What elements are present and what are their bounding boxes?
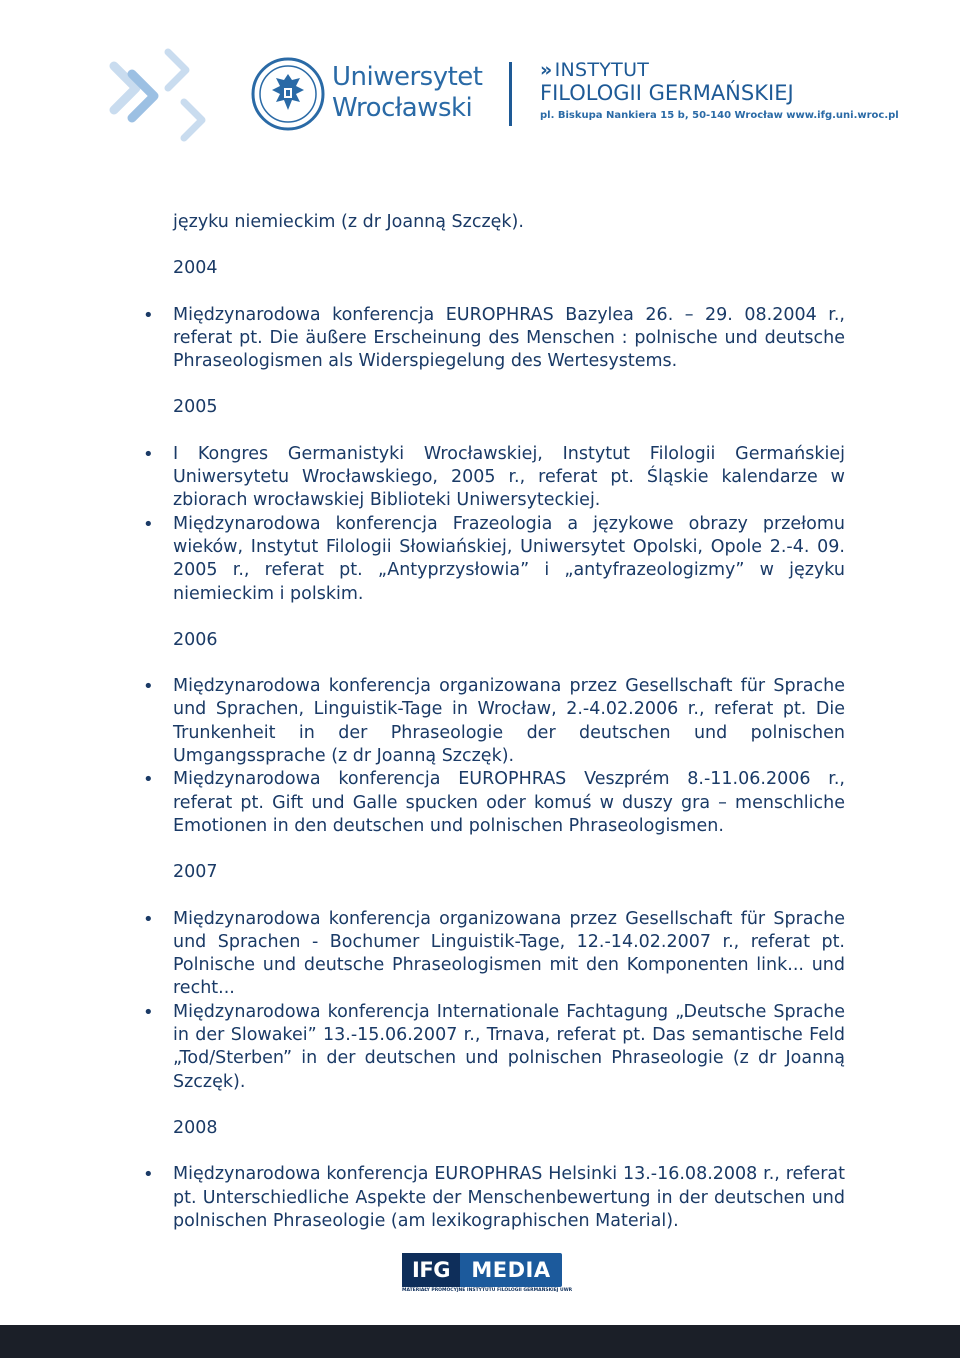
ifg-media-logo [402,1253,573,1293]
logo-tagline: MATERIAŁY PROMOCYJNE INSTYTUTU FILOLOGII GERMAŃSKIEJ UWR [402,1288,573,1293]
university-name-line2: Wrocławski [332,93,473,123]
header-divider [509,62,512,126]
chevrons-logo-icon [108,46,218,146]
year-heading: 2007 [173,862,218,883]
conference-list [173,675,845,838]
year-heading: 2008 [173,1117,218,1138]
list-item: • Międzynarodowa konferencja Internationale Fachtagung „Deutsche Sprache in der Slowakei” 13.-15.06.2007 r., Trnava, referat pt. Das semantische Feld „Tod/Sterben” in der deutschen und polnischen Phraseologie (z dr Joanną Szczęk). [173,1001,845,1094]
institute-name [540,59,899,121]
institute-name-line1: INSTYTUT [554,59,650,81]
list-item: • I Kongres Germanistyki Wrocławskiej, Instytut Filologii Germańskiej Uniwersytetu Wrocławskiego, 2005 r., referat pt. Śląskie kalendarze w zbiorach wrocławskiej Biblioteki Uniwersyteckiej. [173,443,845,513]
conference-list [173,908,845,1094]
year-heading: 2006 [173,629,218,650]
list-item: • Międzynarodowa konferencja organizowana przez Gesellschaft für Sprache und Sprachen - Bochumer Linguistik-Tage, 12.-14.02.2007 r., referat pt. Polnische und deutsche Phraseologismen mit den Komponenten link... und recht... [173,908,845,1001]
institute-address: pl. Biskupa Nankiera 15 b, 50-140 Wrocław www.ifg.uni.wroc.pl [540,110,899,121]
list-item: • Międzynarodowa konferencja EUROPHRAS Bazylea 26. – 29. 08.2004 r., referat pt. Die äußere Erscheinung des Menschen : polnische und deutsche Phraseologismen als Widerspiegelung des Wertesystems. [173,304,845,374]
page-header [0,0,960,160]
institute-arrows: » [540,59,553,81]
university-name [332,62,502,124]
footer-bar [0,1325,960,1358]
conference-list [173,304,845,374]
university-name-line1: Uniwersytet [332,62,483,92]
university-seal-icon [250,56,326,132]
logo-ifg-text: IFG [402,1253,460,1287]
document-body [173,211,845,1233]
institute-name-line2: FILOLOGII GERMAŃSKIEJ [540,81,794,105]
conference-list [173,1163,845,1233]
list-item: • Międzynarodowa konferencja EUROPHRAS Veszprém 8.-11.06.2006 r., referat pt. Gift und Galle spucken oder komuś w duszy gra – menschliche Emotionen in den deutschen und polnischen Phraseologismen. [173,768,845,838]
list-item: • Międzynarodowa konferencja Frazeologia a językowe obrazy przełomu wieków, Instytut Filologii Słowiańskiej, Uniwersytet Opolski, Opole 2.-4. 09. 2005 r., referat pt. „Antyprzysłowia” i „antyfrazeologizmy” w języku niemieckim i polskim. [173,513,845,606]
year-heading: 2004 [173,258,218,279]
list-item: • Międzynarodowa konferencja EUROPHRAS Helsinki 13.-16.08.2008 r., referat pt. Unterschiedliche Aspekte der Menschenbewertung in der deutschen und polnischen Phraseologie (am lexikographischen Material). [173,1163,845,1233]
intro-text: języku niemieckim (z dr Joanną Szczęk). [173,212,524,232]
year-heading: 2005 [173,397,218,418]
conference-list [173,443,845,606]
logo-media-text: MEDIA [471,1258,551,1282]
list-item: • Międzynarodowa konferencja organizowana przez Gesellschaft für Sprache und Sprachen, Linguistik-Tage in Wrocław, 2.-4.02.2006 r., referat pt. Die Trunkenheit in der Phraseologie der deutschen und polnischen Umgangssprache (z dr Joanną Szczęk). [173,675,845,768]
